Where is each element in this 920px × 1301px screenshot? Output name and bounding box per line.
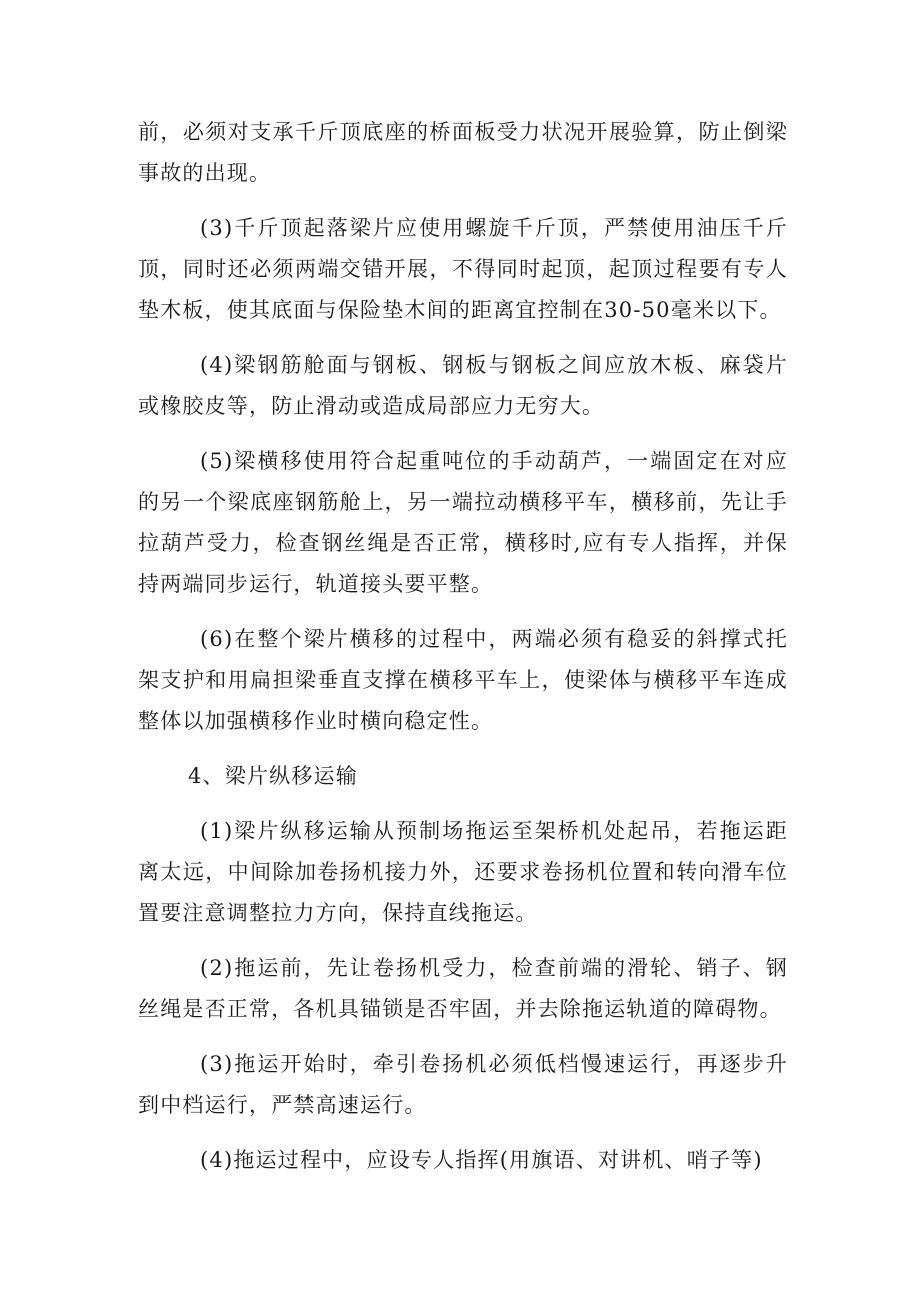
paragraph-item-2-before-haul: (2)拖运前，先让卷扬机受力，检查前端的滑轮、销子、钢丝绳是否正常，各机具锚锁是否牢固，并去除拖运轨道的障碍物。 — [138, 956, 788, 1021]
paragraph-item-5-lateral-move: (5)梁横移使用符合起重吨位的手动葫芦，一端固定在对应的另一个梁底座钢筋舱上，另一端拉动横移平车，横移前，先让手拉葫芦受力，检查钢丝绳是否正常，横移时,应有专人指挥，并保持两端同步运行，轨道接头要平整。 — [138, 449, 788, 596]
paragraph-continuation: 前，必须对支承千斤顶底座的桥面板受力状况开展验算，防止倒梁事故的出现。 — [138, 120, 788, 185]
paragraph-item-4-padding: (4)梁钢筋舱面与钢板、钢板与钢板之间应放木板、麻袋片或橡胶皮等，防止滑动或造成局部应力无穷大。 — [138, 353, 788, 418]
paragraph-item-3-jack: (3)千斤顶起落梁片应使用螺旋千斤顶，严禁使用油压千斤顶，同时还必须两端交错开展，不得同时起顶，起顶过程要有专人垫木板，使其底面与保险垫木间的距离宜控制在30-50毫米以下。 — [138, 216, 788, 322]
section-heading: 4、梁片纵移运输 — [188, 764, 358, 788]
paragraph-item-1-longitudinal: (1)梁片纵移运输从预制场拖运至架桥机处起吊，若拖运距离太远，中间除加卷扬机接力外，还要求卷扬机位置和转向滑车位置要注意调整拉力方向，保持直线拖运。 — [138, 819, 788, 925]
document-body — [138, 112, 788, 1195]
paragraph-item-6-support: (6)在整个梁片横移的过程中，两端必须有稳妥的斜撑式托架支护和用扁担梁垂直支撑在横移平车上，使梁体与横移平车连成整体以加强横移作业时横向稳定性。 — [138, 627, 788, 733]
paragraph-item-4-during-haul: (4)拖运过程中，应设专人指挥(用旗语、对讲机、哨子等) — [200, 1148, 763, 1172]
paragraph-item-3-start-haul: (3)拖运开始时，牵引卷扬机必须低档慢速运行，再逐步升到中档运行，严禁高速运行。 — [138, 1052, 788, 1117]
